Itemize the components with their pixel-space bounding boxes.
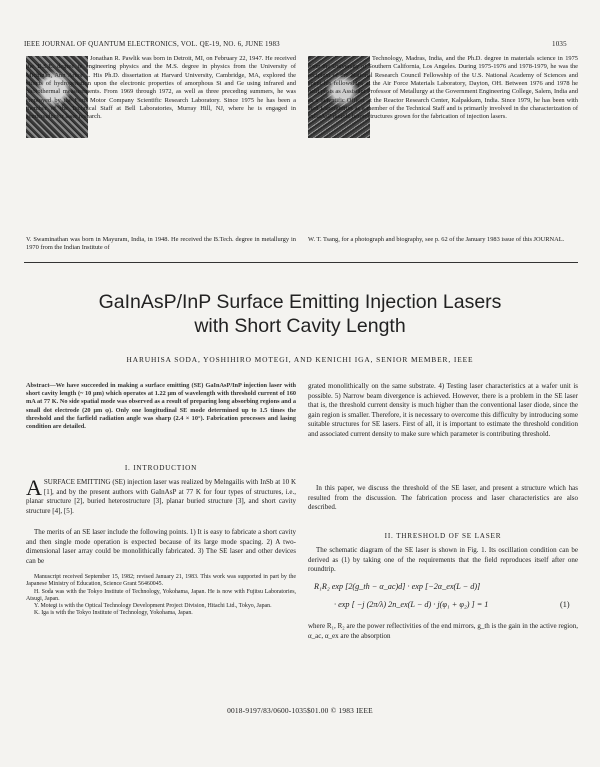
drop-cap: A (26, 475, 42, 500)
right-paragraph-1: grated monolithically on the same substrate. 4) Testing laser characteristics at a wafer unit is possible. 5) Narrow beam divergence is achieved. However, there is a problem in the SE laser that is, the threshold current density is much higher than the conventional laser diode, since the gain region is smaller. Therefore, it is necessary to overcome this difficulty by introducing some suitable structures for SE lasers. First of all, it is important to estimate the threshold condition and associated current density to make sure which parameter is contributing threshold. (308, 382, 578, 438)
equation-1-line-2: · exp [ −j (2π/λ) 2n_ex(L − d) · j(φ₁ + φ₂) ] = 1 (334, 600, 489, 609)
bio-right-continued: Technology, Madras, India, and the Ph.D. degree in materials science in 1975 from the University of Southern California, Los Angeles. During 1975-1976 and 1978-1979, he was the recipient of the National Research Council Fellowship of the U.S. National Academy of Sciences and spent his fellowships at the Air Force Materials Laboratory, Dayton, OH. Between 1976 and 1978 he held posts as Assistant Professor of Metallurgy at the Government Engineering College, Salem, India and as a Scientific Officer at the Reactor Research Center, Kalpakkam, India. Since 1979, he has been with Bell Laboratories as a member of the Technical Staff and is primarily involved in the characterization of InGaAsP double heterostructures grown for the fabrication of injection lasers. (308, 55, 578, 121)
bio-swaminathan-start: V. Swaminathan was born in Mayuram, India, in 1948. He received the B.Tech. degree in metallurgy in 1970 from the Indian Institute of (26, 236, 296, 252)
section-heading-threshold: II. THRESHOLD OF SE LASER (384, 532, 502, 540)
threshold-paragraph-1: The schematic diagram of the SE laser is shown in Fig. 1. Its oscillation condition can be derived as (1) by taking one of the requirements that the field reproduces itself after one roundtrip. (308, 546, 578, 574)
title-line-2: with Short Cavity Length (194, 315, 406, 337)
footnotes (26, 574, 296, 618)
bio-pawlik: Jonathan R. Pawlik was born in Detroit, MI, on February 22, 1947. He received the B.S.E. degree in engineering physics and the M.S. degree in physics from the University of Michigan, Ann Arbor ... His Ph.D. dissertation at Harvard University, Cambridge, MA, explored the effects of hydrogenation upon the electronic properties of amorphous Si and Ge using infrared and photothermal measurements. From 1969 through 1972, as well as three preceding summers, he was employed by the Ford Motor Company Scientific Research Laboratory. Since 1975 he has been a member of the Technical Staff at Bell Laboratories, Murray Hill, NJ, where he is engaged in semiconductor laser research. (26, 55, 296, 121)
intro-paragraph-1 (26, 475, 296, 516)
intro-paragraph-2: The merits of an SE laser include the following points. 1) It is easy to fabricate a short cavity and then single mode operation is expected because of its large mode spacing. 2) A two-dimensional laser array could be monolithically fabricated. 3) The SE laser and other devices can be (26, 528, 296, 565)
footnote-manuscript: Manuscript received September 15, 1982; revised January 21, 1983. This work was supported in part by the Japanese Ministry of Education, Science Grant 56460045. (26, 574, 296, 588)
bio-tsang: W. T. Tsang, for a photograph and biography, see p. 62 of the January 1983 issue of this JOURNAL. (308, 236, 565, 243)
running-head: IEEE JOURNAL OF QUANTUM ELECTRONICS, VOL. QE-19, NO. 6, JUNE 1983 (24, 40, 280, 48)
abstract: Abstract—We have succeeded in making a surface emitting (SE) GaInAsP/InP injection laser with short cavity length (~ 10 μm) which operates at 1.22 μm of wavelength with threshold current of 160 mA at 77 K. No side spatial mode was observed as a result of preparing long absorbing regions and a small dot electrode (20 μm φ). Only one longitudinal SE mode determined up to 1.5 times the threshold and the farfield radiation angle was sharp (2.4 × 10°). Fabrication processes and lasing condition are detailed. (26, 382, 296, 431)
intro-p1-text: SURFACE EMITTING (SE) injection laser was realized by Melngailis with InSb at 10 K [1], and by the present authors with GaInAsP at 77 K for four types of structures, i.e., planar structure [2], buried heterostructure [3], planar buried structure [3], and short cavity structure [4], [5]. (26, 478, 296, 515)
equation-1-line-1: R₁R₂ exp [2(g_th − α_ac)d] · exp [−2α_ex(L − d)] (314, 582, 481, 591)
title-line-1: GaInAsP/InP Surface Emitting Injection Lasers (98, 291, 502, 313)
article-authors: HARUHISA SODA, YOSHIHIRO MOTEGI, AND KENICHI IGA, SENIOR MEMBER, IEEE (126, 355, 474, 364)
footnote-iga: K. Iga is with the Tokyo Institute of Technology, Yokohama, Japan. (34, 610, 193, 617)
threshold-paragraph-2: where R₁, R₂ are the power reflectivities of the end mirrors, g_th is the gain in the active region, α_ac, α_ex are the absorption (308, 622, 578, 640)
footnote-soda: H. Soda was with the Tokyo Institute of Technology, Yokohama, Japan. He is now with Fujitsu Laboratories, Atsugi, Japan. (26, 588, 296, 602)
page-number: 1035 (552, 40, 567, 48)
section-heading-introduction: I. INTRODUCTION (124, 464, 198, 472)
right-paragraph-2: In this paper, we discuss the threshold of the SE laser, and present a structure which has resulted from the discussion. The fabrication process and laser characteristics are also described. (308, 484, 578, 512)
copyright-line: 0018-9197/83/0600-1035$01.00 © 1983 IEEE (227, 706, 373, 715)
separator-rule (24, 262, 578, 263)
article-title (20, 290, 580, 338)
equation-number: (1) (560, 600, 570, 609)
footnote-motegi: Y. Motegi is with the Optical Technology Development Project Division, Hitachi Ltd., Tokyo, Japan. (34, 603, 272, 610)
